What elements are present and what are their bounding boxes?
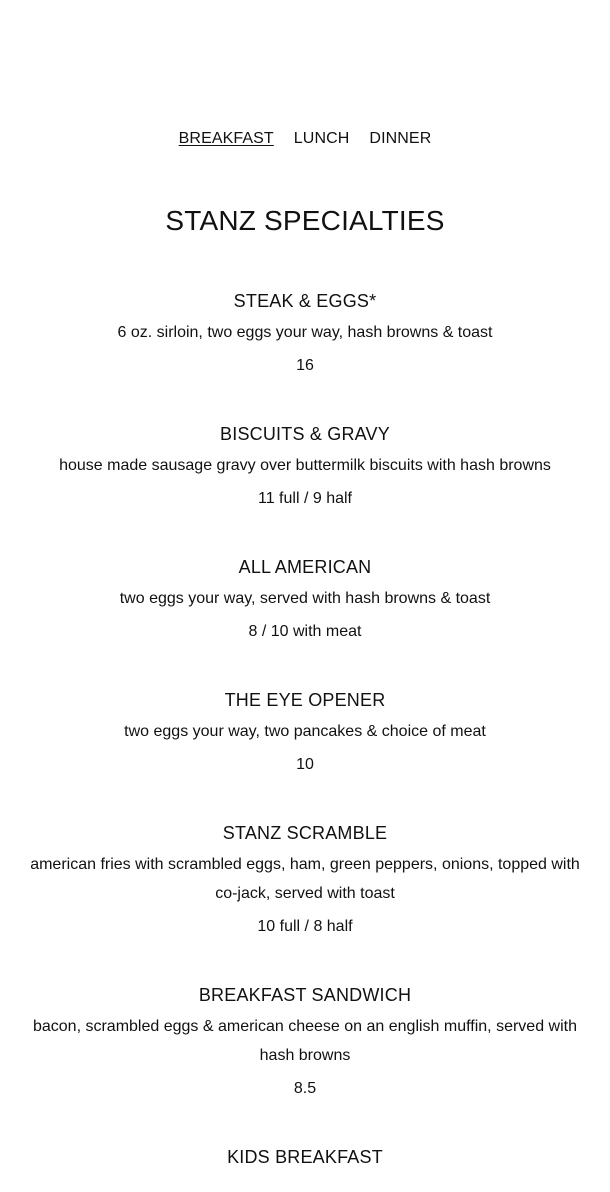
menu-list bbox=[0, 288, 610, 1192]
section-title: STANZ SPECIALTIES bbox=[165, 205, 445, 236]
item-price: 8 / 10 with meat bbox=[248, 623, 362, 640]
item-price: 11 full / 9 half bbox=[258, 490, 352, 507]
item-description: american fries with scrambled eggs, ham, green peppers, onions, topped with co-jack, served with toast bbox=[30, 856, 580, 902]
menu-item-stanz-scramble bbox=[0, 820, 610, 938]
menu-item-kids-breakfast bbox=[0, 1144, 610, 1170]
item-description: house made sausage gravy over buttermilk biscuits with hash browns bbox=[59, 457, 551, 474]
item-description: 6 oz. sirloin, two eggs your way, hash browns & toast bbox=[117, 324, 493, 341]
item-description: two eggs your way, served with hash browns & toast bbox=[119, 590, 491, 607]
item-name: KIDS BREAKFAST bbox=[227, 1147, 383, 1167]
item-name: STEAK & EGGS* bbox=[233, 291, 377, 311]
item-price: 10 full / 8 half bbox=[257, 918, 353, 935]
item-price: 16 bbox=[296, 357, 314, 374]
tab-lunch[interactable]: LUNCH bbox=[293, 130, 350, 147]
item-name: THE EYE OPENER bbox=[224, 690, 386, 710]
item-name: BREAKFAST SANDWICH bbox=[198, 985, 412, 1005]
item-price: 8.5 bbox=[293, 1080, 317, 1097]
item-name: STANZ SCRAMBLE bbox=[222, 823, 388, 843]
menu-item-biscuits-gravy bbox=[0, 421, 610, 510]
item-description: bacon, scrambled eggs & american cheese on an english muffin, served with hash browns bbox=[32, 1018, 577, 1064]
menu-item-all-american bbox=[0, 554, 610, 643]
item-price: 10 bbox=[296, 756, 314, 773]
tab-dinner[interactable]: DINNER bbox=[369, 130, 432, 147]
item-name: BISCUITS & GRAVY bbox=[220, 424, 390, 444]
menu-tabs bbox=[0, 128, 610, 150]
item-name: ALL AMERICAN bbox=[238, 557, 372, 577]
menu-item-steak-eggs bbox=[0, 288, 610, 377]
item-description: two eggs your way, two pancakes & choice of meat bbox=[124, 723, 486, 740]
tab-breakfast[interactable]: BREAKFAST bbox=[178, 130, 274, 147]
menu-item-breakfast-sandwich bbox=[0, 982, 610, 1100]
menu-item-eye-opener bbox=[0, 687, 610, 776]
